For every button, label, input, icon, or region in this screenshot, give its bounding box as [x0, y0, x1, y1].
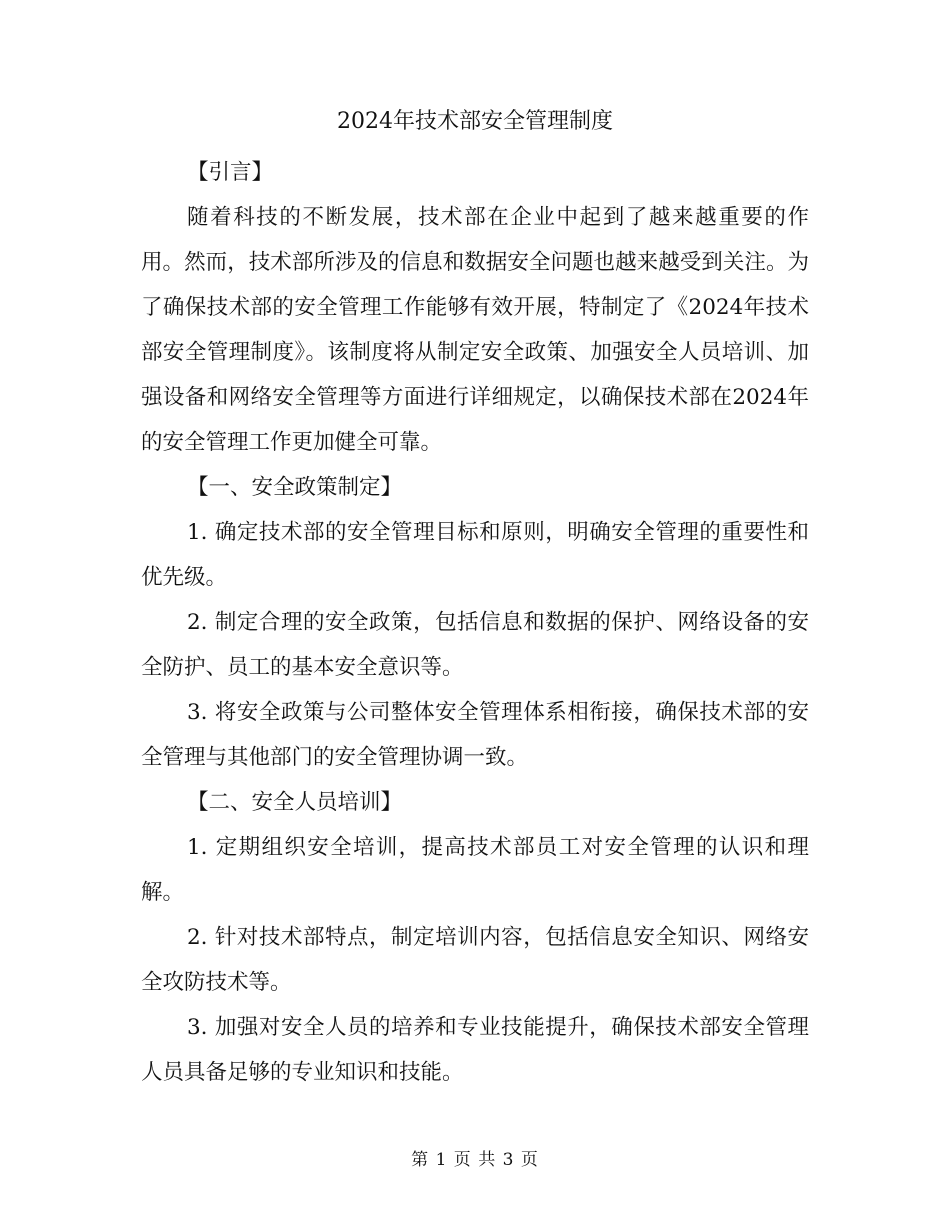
document-body	[141, 150, 809, 1095]
section-1-heading: 【一、安全政策制定】	[187, 475, 403, 500]
intro-heading: 【引言】	[187, 160, 274, 185]
intro-paragraph: 随着科技的不断发展，技术部在企业中起到了越来越重要的作用。然而，技术部所涉及的信息和数据安全问题也越来越受到关注。为了确保技术部的安全管理工作能够有效开展，特制定了《2024年技术部安全管理制度》。该制度将从制定安全政策、加强安全人员培训、加强设备和网络安全管理等方面进行详细规定，以确保技术部在2024年的安全管理工作更加健全可靠。	[141, 205, 809, 455]
section-2-item: 1. 定期组织安全培训，提高技术部员工对安全管理的认识和理解。	[141, 835, 809, 905]
section-2-heading: 【二、安全人员培训】	[187, 790, 403, 815]
document-title: 2024年技术部安全管理制度	[337, 109, 613, 134]
section-2-item: 3. 加强对安全人员的培养和专业技能提升，确保技术部安全管理人员具备足够的专业知识和技能。	[141, 1015, 809, 1085]
section-1-item: 2. 制定合理的安全政策，包括信息和数据的保护、网络设备的安全防护、员工的基本安全意识等。	[141, 610, 809, 680]
page-footer: 第 1 页 共 3 页	[411, 1150, 539, 1170]
section-1-item: 3. 将安全政策与公司整体安全管理体系相衔接，确保技术部的安全管理与其他部门的安全管理协调一致。	[141, 700, 809, 770]
section-1-item: 1. 确定技术部的安全管理目标和原则，明确安全管理的重要性和优先级。	[141, 520, 809, 590]
section-2-item: 2. 针对技术部特点，制定培训内容，包括信息安全知识、网络安全攻防技术等。	[141, 925, 809, 995]
